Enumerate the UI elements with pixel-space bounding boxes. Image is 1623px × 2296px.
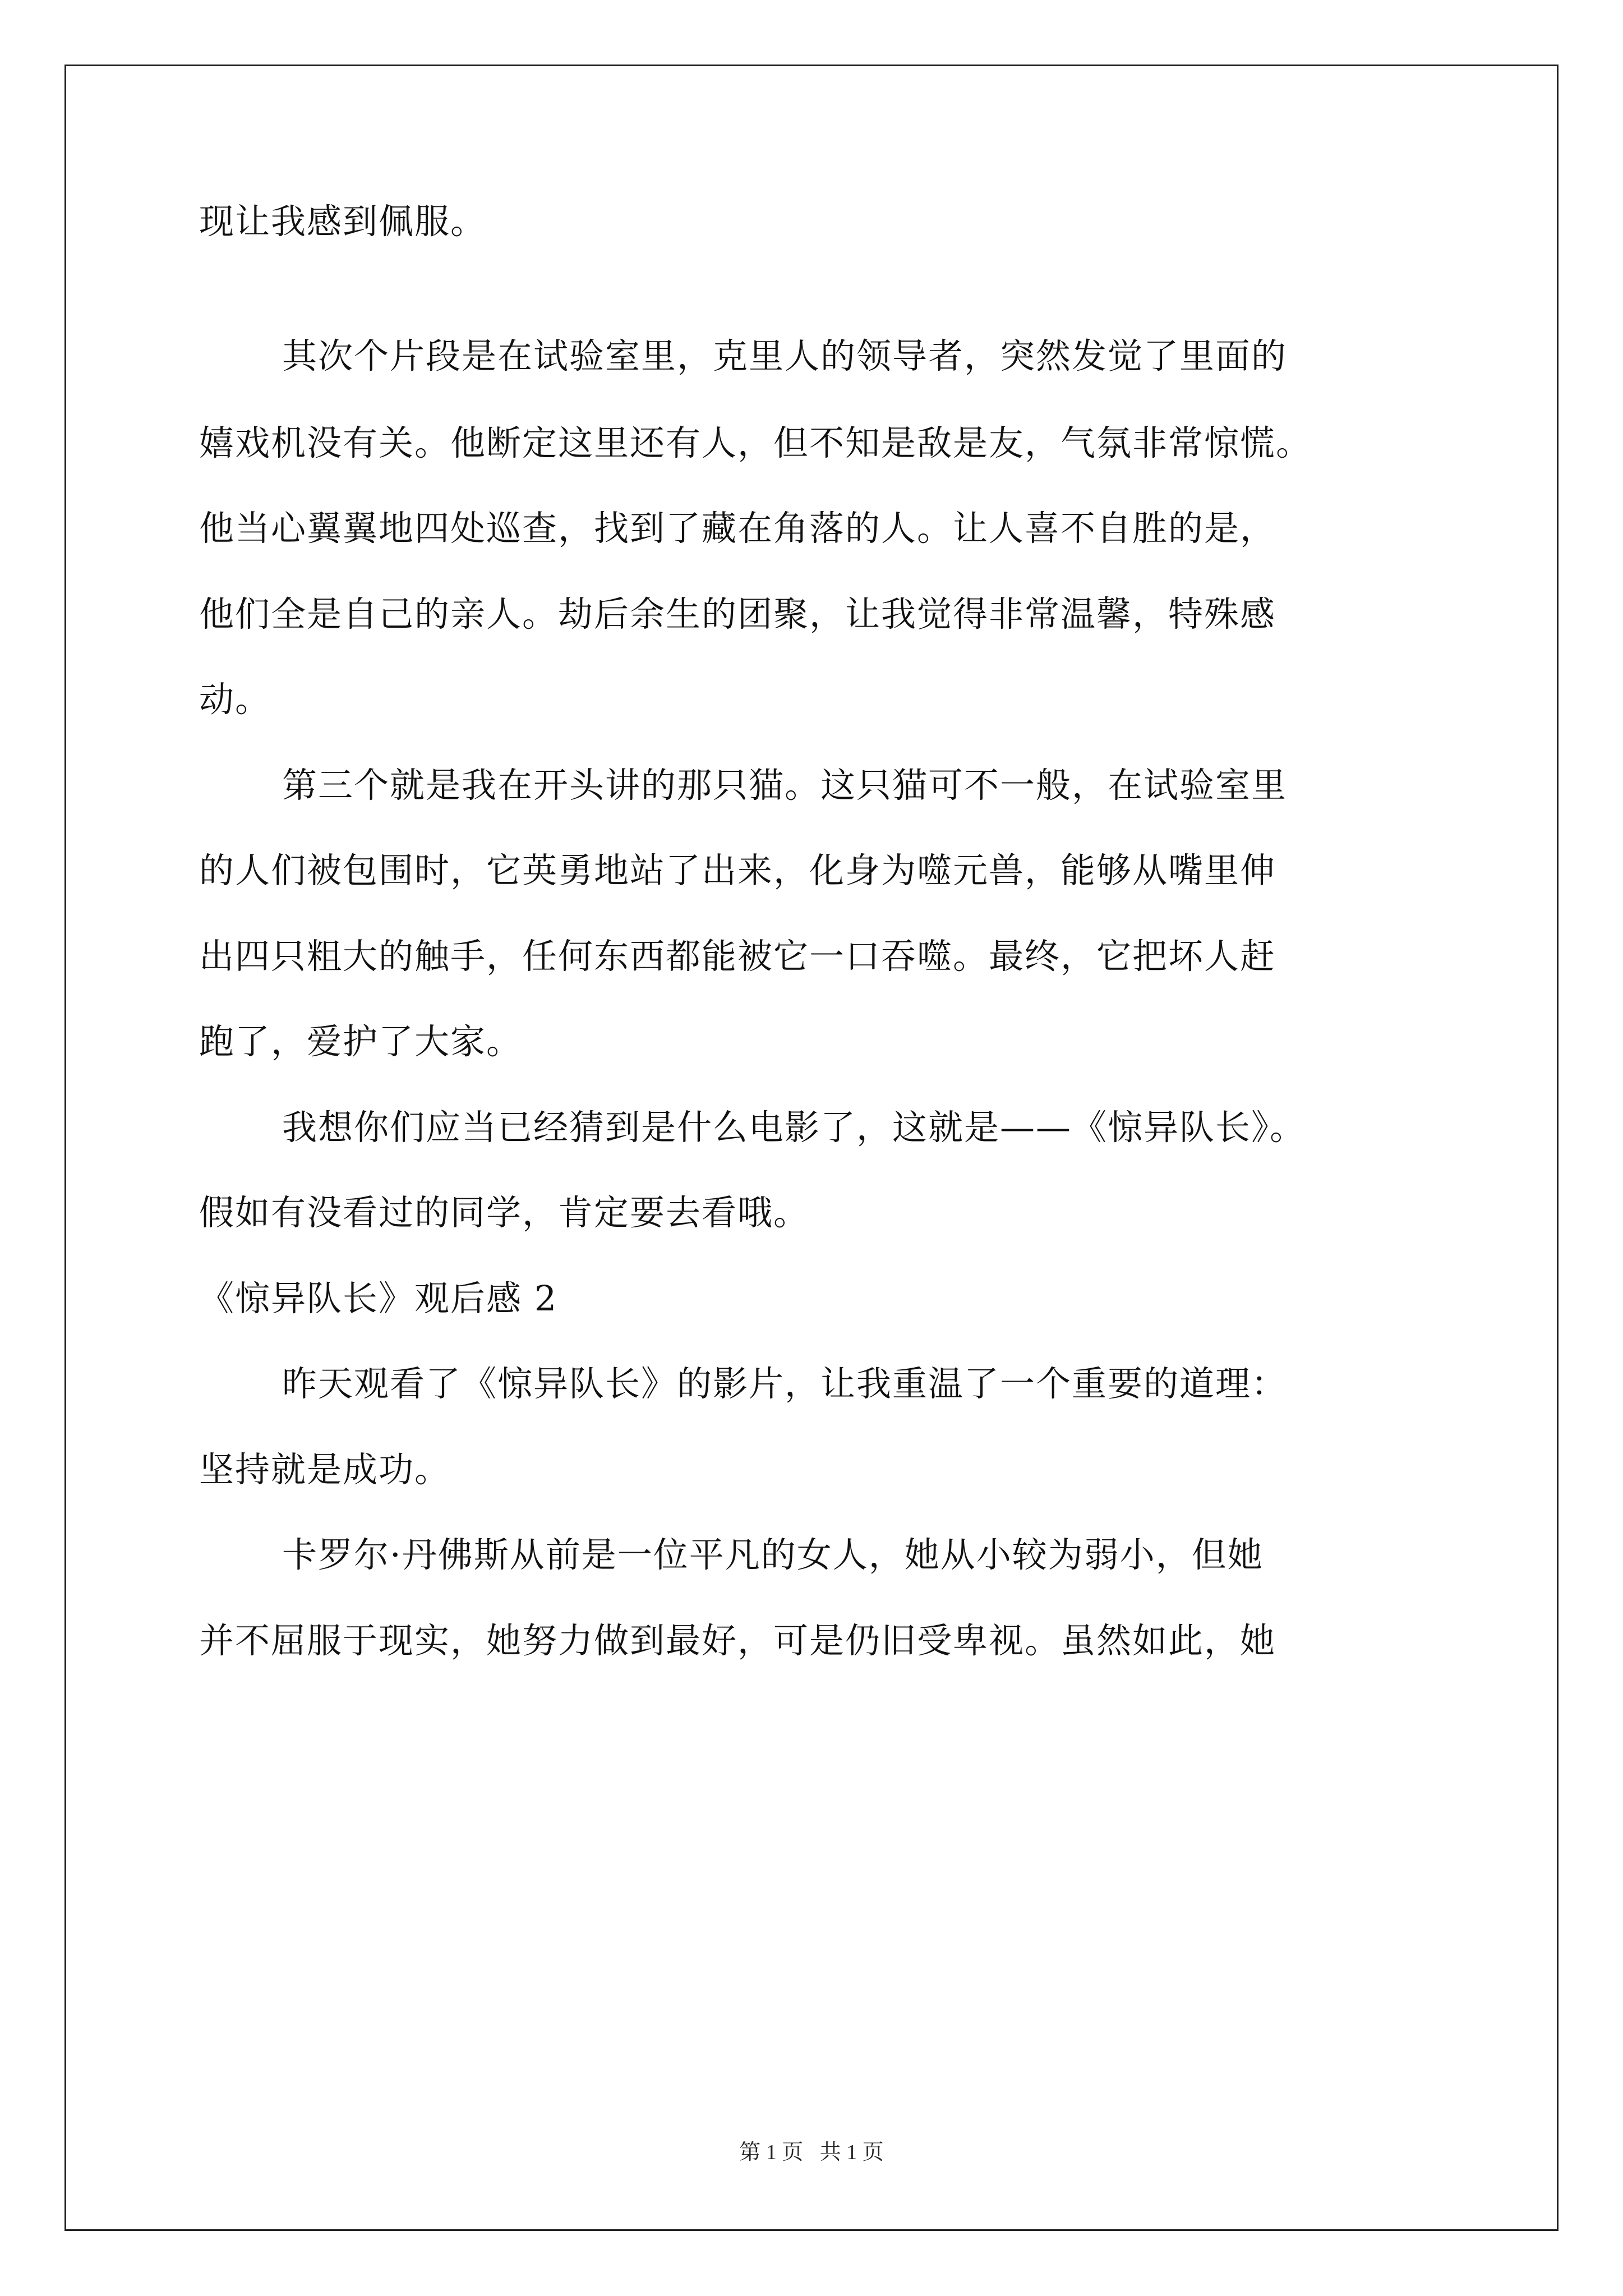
text-line: 并不屈服于现实，她努力做到最好，可是仍旧受卑视。虽然如此，她 xyxy=(199,1620,1276,1661)
paragraph-start-line: 第三个就是我在开头讲的那只猫。这只猫可不一般，在试验室里 xyxy=(282,765,1288,806)
text-line: 他们全是自己的亲人。劫后余生的团聚，让我觉得非常温馨，特殊感 xyxy=(199,593,1276,634)
paragraph-start-line: 昨天观看了《惊异队长》的影片，让我重温了一个重要的道理： xyxy=(282,1363,1288,1404)
text-line: 的人们被包围时，它英勇地站了出来，化身为噬元兽，能够从嘴里伸 xyxy=(199,850,1276,891)
paragraph-start-line: 其次个片段是在试验室里，克里人的领导者，突然发觉了里面的 xyxy=(282,335,1288,376)
text-line: 坚持就是成功。 xyxy=(199,1449,451,1490)
text-line: 出四只粗大的触手，任何东西都能被它一口吞噬。最终，它把坏人赶 xyxy=(199,936,1276,977)
paragraph-start-line: 我想你们应当已经猜到是什么电影了，这就是——《惊异队长》。 xyxy=(282,1107,1306,1148)
page-footer xyxy=(0,2138,1623,2166)
text-line: 嬉戏机没有关。他断定这里还有人，但不知是敌是友，气氛非常惊慌。 xyxy=(199,422,1312,463)
text-line: 跑了，爱护了大家。 xyxy=(199,1021,523,1062)
text-line: 现让我感到佩服。 xyxy=(199,201,487,242)
text-line: 动。 xyxy=(199,679,271,720)
text-line: 假如有没看过的同学，肯定要去看哦。 xyxy=(199,1192,810,1233)
text-line: 他当心翼翼地四处巡查，找到了藏在角落的人。让人喜不自胜的是， xyxy=(199,508,1276,549)
paragraph-start-line: 卡罗尔·丹佛斯从前是一位平凡的女人，她从小较为弱小，但她 xyxy=(282,1534,1264,1575)
page-number: 第 1 页 xyxy=(739,2141,804,2164)
section-heading: 《惊异队长》观后感 2 xyxy=(199,1278,558,1319)
page-total: 共 1 页 xyxy=(819,2141,884,2164)
